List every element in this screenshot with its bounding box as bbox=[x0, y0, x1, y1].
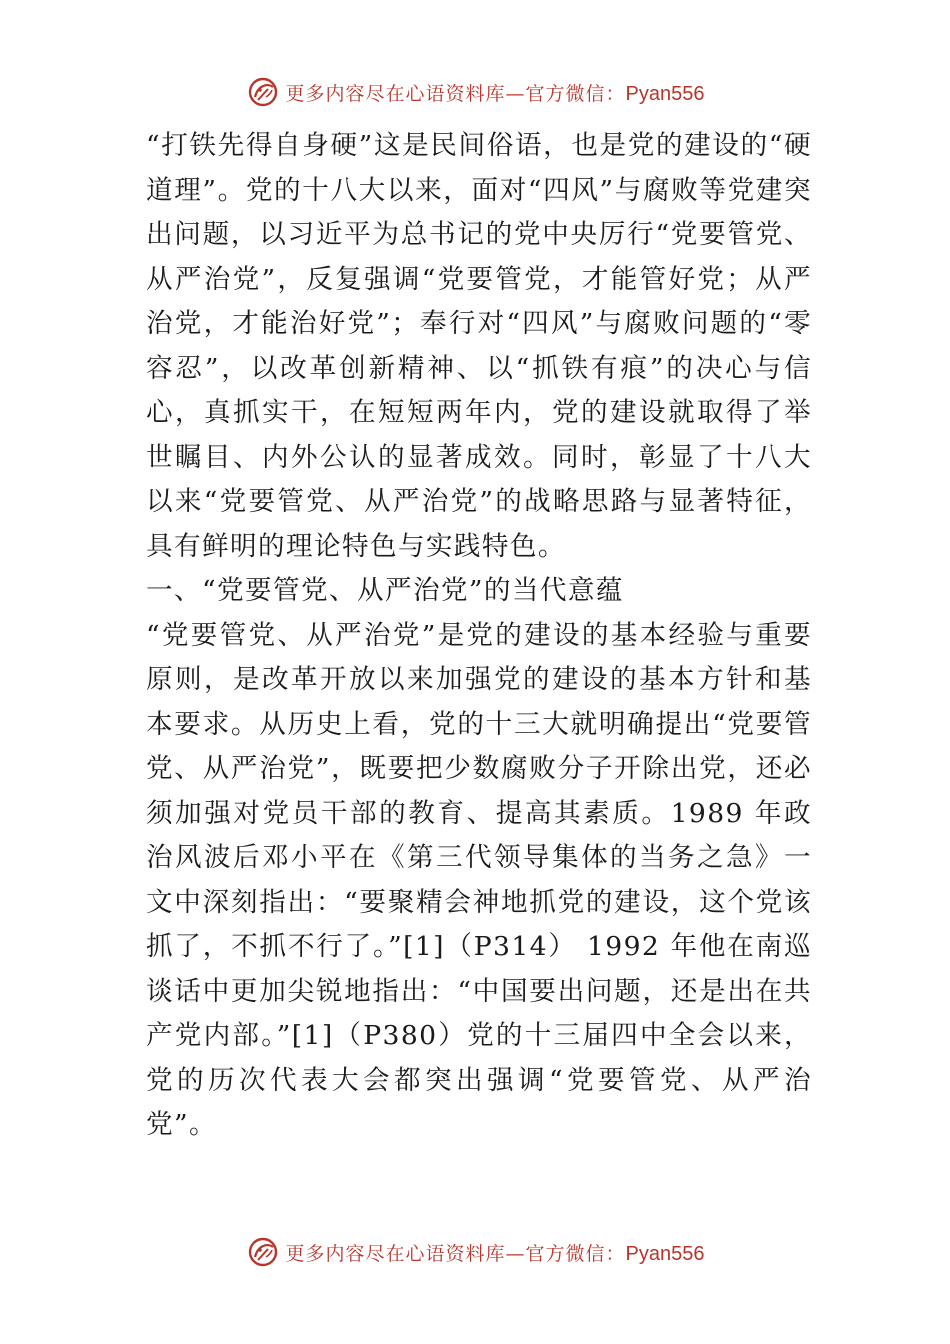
section-heading: 一、“党要管党、从严治党”的当代意蕴 bbox=[146, 575, 624, 606]
seal-logo-icon bbox=[246, 1235, 280, 1269]
watermark-label: 更多内容尽在心语资料库—官方微信： bbox=[285, 82, 626, 105]
wechat-id: Pyan556 bbox=[625, 82, 705, 105]
paragraph-intro: “打铁先得自身硬”这是民间俗语，也是党的建设的“硬道理”。党的十八大以来，面对“四风”与腐败等党建突出问题，以习近平为总书记的党中央厉行“党要管党、从严治党”，反复强调“党要管党，才能管好党；从严治党，才能治好党”；奉行对“四风”与腐败问题的“零容忍”，以改革创新精神、以“抓铁有痕”的决心与信心，真抓实干，在短短两年内，党的建设就取得了举世瞩目、内外公认的显著成效。同时，彰显了十八大以来“党要管党、从严治党”的战略思路与显著特征，具有鲜明的理论特色与实践特色。 bbox=[146, 130, 812, 562]
paragraph-history: “党要管党、从严治党”是党的建设的基本经验与重要原则，是改革开放以来加强党的建设的基本方针和基本要求。从历史上看，党的十三大就明确提出“党要管党、从严治党”，既要把少数腐败分子开除出党，还必须加强对党员干部的教育、提高其素质。1989 年政治风波后邓小平在《第三代领导集体的当务之急》一文中深刻指出：“要聚精会神地抓党的建设，这个党该抓了，不抓不行了。”[1]（P314） 1992 年他在南巡谈话中更加尖锐地指出：“中国要出问题，还是出在共产党内部。”[1]（P380）党的十三届四中全会以来，党的历次代表大会都突出强调“党要管党、从严治党”。 bbox=[146, 619, 812, 1140]
watermark-text bbox=[286, 79, 705, 106]
watermark-label: 更多内容尽在心语资料库—官方微信： bbox=[285, 1242, 626, 1265]
watermark-text bbox=[286, 1239, 705, 1266]
watermark-header bbox=[0, 72, 950, 112]
watermark-footer bbox=[0, 1232, 950, 1272]
seal-logo-icon bbox=[246, 75, 280, 109]
wechat-id: Pyan556 bbox=[625, 1242, 705, 1265]
article-body bbox=[146, 124, 812, 1148]
